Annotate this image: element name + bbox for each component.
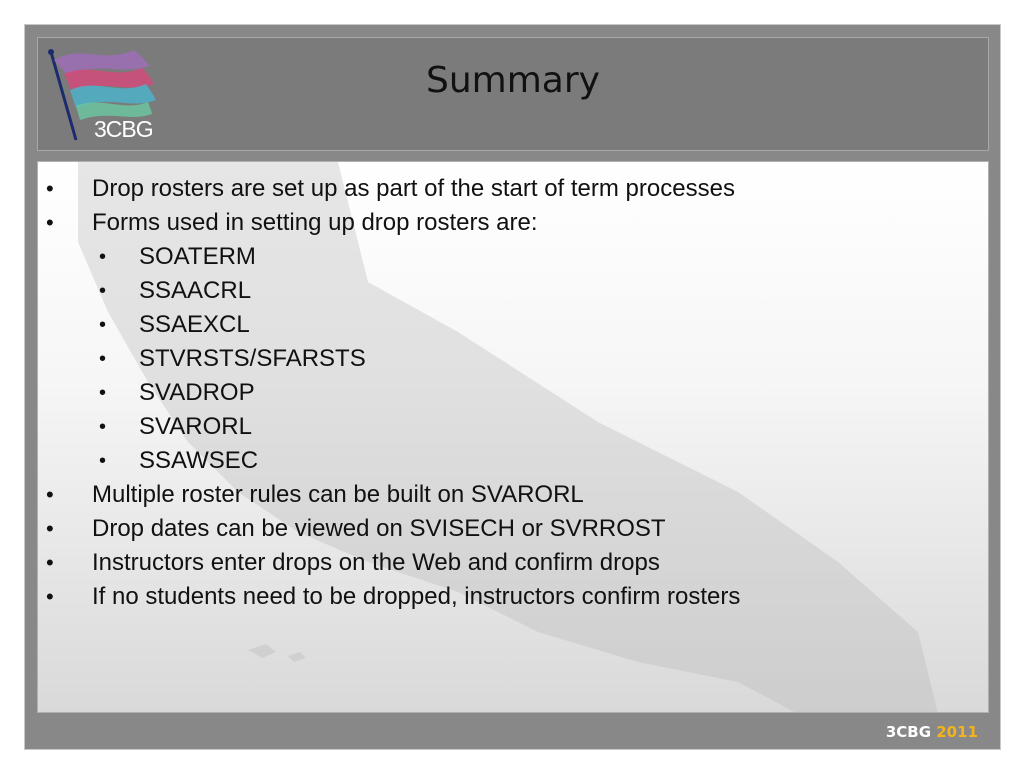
bullet-text: SVADROP	[139, 379, 255, 406]
bullet-dot-icon: •	[46, 550, 54, 575]
bullet-item	[38, 308, 740, 342]
bullet-list	[38, 172, 740, 614]
bullet-dot-icon: •	[46, 482, 54, 507]
bullet-text: If no students need to be dropped, instructors confirm rosters	[92, 583, 741, 610]
content-panel	[37, 161, 989, 713]
bullet-item	[38, 580, 740, 614]
bullet-text: Drop dates can be viewed on SVISECH or SVRROST	[92, 515, 666, 542]
logo-text: 3CBG	[94, 116, 153, 142]
bullet-dot-icon: •	[99, 314, 107, 336]
slide-header	[37, 37, 989, 151]
page-title: Summary	[426, 60, 600, 101]
slide	[24, 24, 1001, 750]
bullet-item	[38, 172, 740, 206]
bullet-dot-icon: •	[99, 416, 107, 438]
bullet-dot-icon: •	[99, 382, 107, 404]
bullet-dot-icon: •	[99, 450, 107, 472]
bullet-text: SSAEXCL	[139, 311, 250, 338]
bullet-item	[38, 342, 740, 376]
bullet-dot-icon: •	[46, 210, 54, 235]
bullet-text: SOATERM	[139, 243, 256, 270]
bullet-text: Multiple roster rules can be built on SVARORL	[92, 481, 584, 508]
3cbg-logo	[42, 42, 172, 148]
bullet-dot-icon: •	[46, 584, 54, 609]
bullet-dot-icon: •	[99, 246, 107, 268]
footer-brand-text: 3CBG	[885, 723, 932, 741]
bullet-dot-icon: •	[99, 348, 107, 370]
bullet-item	[38, 512, 740, 546]
bullet-text: Forms used in setting up drop rosters are:	[92, 209, 538, 236]
bullet-item	[38, 240, 740, 274]
bullet-text: Instructors enter drops on the Web and confirm drops	[92, 549, 660, 576]
bullet-dot-icon: •	[46, 176, 54, 201]
bullet-text: SSAWSEC	[139, 447, 259, 474]
bullet-item	[38, 206, 740, 240]
bullet-item	[38, 444, 740, 478]
bullet-item	[38, 478, 740, 512]
bullet-item	[38, 376, 740, 410]
bullet-item	[38, 546, 740, 580]
bullet-dot-icon: •	[99, 280, 107, 302]
footer-brand	[886, 723, 978, 741]
bullet-text: SSAACRL	[139, 277, 252, 304]
bullet-item	[38, 410, 740, 444]
bullet-text: SVARORL	[139, 413, 252, 440]
bullet-text: Drop rosters are set up as part of the start of term processes	[92, 175, 735, 202]
bullet-item	[38, 274, 740, 308]
bullet-text: STVRSTS/SFARSTS	[139, 345, 366, 372]
bullet-dot-icon: •	[46, 516, 54, 541]
footer-year: 2011	[936, 723, 978, 741]
